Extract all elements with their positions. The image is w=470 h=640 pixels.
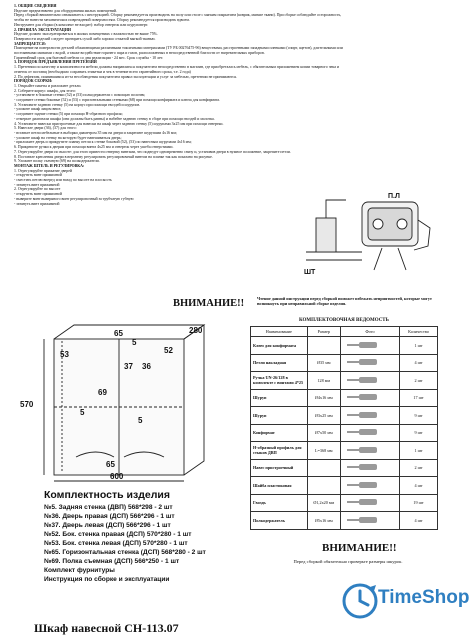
warning-heading-bottom: ВНИМАНИЕ!! (322, 542, 397, 554)
section-line: 8. Поставьте крепления двери в верхнему регулировать регулировочный винтом на планке так как показано на рисунке. (14, 154, 213, 159)
spec-item-name: Полкодержатель (251, 512, 308, 530)
section-line: 7. Отрегулируйте двери по высоте: для этого привести отвертку винтами, что подведут одновременно снизу и, установив двери в нужное положение, закрепите петли. (14, 149, 291, 154)
spec-item-name: Шайба пластиковая (251, 477, 308, 495)
section-line: - открутить винт прижимной (14, 192, 62, 197)
spec-item-photo (340, 389, 399, 407)
spec-col-qty: Количество (400, 327, 438, 337)
part-52: 52 (164, 346, 173, 355)
kit-item: №69. Полка съемная (ДСП) 566*250 - 1 шт (44, 558, 180, 565)
section-line: 2. Соберите корпус шкафа, для этого: (14, 88, 77, 93)
spec-row (251, 389, 438, 407)
spec-item-name: Конфирмат (251, 424, 308, 442)
section-heading: 1. ОБЩИЕ СВЕДЕНИЯ (14, 4, 57, 8)
spec-item-qty: 1 шт (400, 337, 438, 355)
section-line: - отмерьте диагонали шкафа (они должны быть равны) и набейте заднюю стенку в сборе при помощи гвоздей и молотка. (14, 116, 215, 121)
spec-item-name: Шуруп (251, 407, 308, 425)
kit-item: №5. Задняя стенка (ДВП) 568*298 - 2 шт (44, 504, 173, 511)
spec-row (251, 354, 438, 372)
spec-item-photo (340, 424, 399, 442)
spec-item-qty: 1 шт (400, 442, 438, 460)
section-line: - соедините задние стенки (5) при помощи Н-образного профиля; (14, 112, 123, 117)
spec-item-size (307, 337, 340, 355)
section-line: отметок от поставщ (необходимо сохранять этикетки и чек в течение всего гарантийного срока, т.е. 2 года) (14, 69, 191, 74)
section-line: - установите в боковые стенки (52) и (53) полкодержатели с помощью полочек; (14, 93, 146, 98)
part-53: 53 (60, 350, 69, 359)
spec-row (251, 372, 438, 390)
spec-item-photo (340, 494, 399, 512)
spec-item-size: Ø1,2х20 мм (307, 494, 340, 512)
spec-item-name: Гвоздь (251, 494, 308, 512)
spec-item-photo (340, 354, 399, 372)
spec-row (251, 459, 438, 477)
section-line: 6. Прикрепите ручки к дверям при помощи винта 4х25 мм и отверток через ушеба отверстиями. (14, 145, 174, 150)
hardware-photo-icon (343, 479, 393, 491)
spec-item-qty: 9 шт (400, 424, 438, 442)
spec-item-photo (340, 512, 399, 530)
hardware-photo-icon (343, 391, 393, 403)
spec-item-photo (340, 372, 399, 390)
kit-item: Комплект фурнитуры (44, 567, 115, 574)
section-line: 9. Уложите полку съемную (69) на полкодержатели. (14, 159, 100, 164)
part-69: 69 (98, 388, 107, 397)
section-line: 2. Отрегулируйте по высоте (14, 187, 61, 192)
spec-col-size: Размер (307, 327, 340, 337)
section-line: Перед сборкой внимательно ознакомьтесь с инструкцией. Сборку рекомендуется производить на полу или столе с мягким покрытием (коврик, мягкие ткани). При сборке соблюдайте осторожность, (14, 13, 342, 18)
section-line: - открутить винт прижимной (14, 173, 62, 178)
spec-item-name: Шуруп (251, 389, 308, 407)
spec-item-size (307, 459, 340, 477)
hardware-photo-icon (343, 461, 393, 473)
spec-item-qty: 19 шт (400, 494, 438, 512)
spec-item-name: Ручка UN-26/128 в комплекте с винтами 4*25 (251, 372, 308, 390)
section-line: 1. Претензии по качеству и комплектности мебели должны направляться покупателем непосредственно в магазин, где приобреталась мебель, с обязательным приложением копии товарного чека и (14, 65, 339, 70)
spec-item-qty: 2 шт (400, 459, 438, 477)
spec-col-photo: Фото (340, 327, 399, 337)
section-line: - уложите шкаф на стенку на которую будет навешиваться дверь; (14, 135, 122, 140)
spec-item-size: Ø7х50 мм (307, 424, 340, 442)
spec-item-photo (340, 407, 399, 425)
kit-item: №52. Бок. стенка правая (ДСП) 570*280 - 1 шт (44, 531, 192, 538)
spec-item-qty: 4 шт (400, 477, 438, 495)
part-65-top: 65 (114, 329, 123, 338)
spec-item-qty: 9 шт (400, 407, 438, 425)
spec-row (251, 442, 438, 460)
spec-item-size: Ø35 мм (307, 354, 340, 372)
hardware-photo-icon (343, 426, 393, 438)
section-heading: 3. ПОРЯДОК ПРЕДЪЯВЛЕНИЯ ПРЕТЕНЗИЙ (14, 60, 97, 65)
section-line: Изделие должно эксплуатироваться в жилых помещениях с влажностью не выше 75%. (14, 32, 158, 37)
spec-table (250, 326, 438, 530)
spec-item-qty: 4 шт (400, 512, 438, 530)
spec-item-size: Ø5х16 мм (307, 512, 340, 530)
spec-item-photo (340, 459, 399, 477)
spec-item-photo (340, 442, 399, 460)
spec-item-qty: 2 шт (400, 372, 438, 390)
section-line: - сместить петлю вперед или назад по высоте на плоскость (14, 178, 112, 183)
section-line: Инструмент для сборки (в комплект не входит): набор отверток или шуруповерт. (14, 22, 148, 27)
section-line: 5. Навесьте двери (36), (37) для этого: (14, 126, 77, 131)
spec-item-name: Навес пристроечный (251, 459, 308, 477)
part-65-bottom: 65 (106, 460, 115, 469)
hardware-photo-icon (343, 514, 393, 526)
section-line: чтобы не нанести механических повреждений поверхностям. Сборку рекомендуется производить вдвоем. (14, 18, 190, 23)
section-line: - затянуть винт прижимной (14, 182, 60, 187)
section-line: - выверите винт выверяного винт регулировочный за трубчатую губную (14, 196, 134, 201)
product-title: Шкаф навесной СН-113.07 (34, 621, 179, 635)
spec-item-name: Петли накладная (251, 354, 308, 372)
section-line: 4. Установите навески пристроечные для навески на шкаф через заднюю стенку (5) шурупами 3х25 мм при помощи отвертки. (14, 121, 224, 126)
section-line: - соедините стенки боковые (52) и (53) с горизонтальными стенками (68) при помощи конфирмата и ключа для конфирмата. (14, 98, 220, 103)
section-line: - приложите дверь и прикрутите планку петли к стенке боковой (52), (53) по навесным шурупами 4х16 мм; (14, 140, 192, 145)
hardware-photo-icon (343, 496, 393, 508)
dim-width: 600 (110, 472, 124, 481)
spec-row (251, 494, 438, 512)
spec-title: КОМПЛЕКТОВОЧНАЯ ВЕДОМОСТЬ (299, 318, 389, 323)
section-line: - вставьте петли мебельные в выборки диаметром 35 мм на двери и закрепите шурупами 4х16 мм; (14, 130, 177, 135)
spec-item-qty: 17 шт (400, 389, 438, 407)
spec-row (251, 424, 438, 442)
kit-item: №37. Дверь левая (ДСП) 566*296 - 1 шт (44, 522, 171, 529)
spec-item-size: Ø3х25 мм (307, 407, 340, 425)
kit-item: №65. Горизонтальная стенка (ДСП) 568*280 - 2 шт (44, 549, 206, 556)
kit-item: №53. Бок. стенка левая (ДСП) 570*280 - 1 шт (44, 540, 188, 547)
spec-item-size (307, 477, 340, 495)
spec-row (251, 477, 438, 495)
hardware-photo-icon (343, 356, 393, 368)
section-line: постоянными мягкими с водой, а также воздействие горячего пара и газов, расположенных в непосредственной близости от нагревательных приборов. (14, 51, 265, 56)
section-line: Гарантийный срок для бытовой мебели со дня реализации - 24 мес. Срок службы - 10 лет. (14, 55, 164, 60)
dim-depth: 280 (189, 326, 203, 335)
section-line: 3. Установите заднюю стенку (5) на корпус при помощи гвоздей и шурупов. (14, 102, 141, 107)
part-5-top: 5 (132, 338, 137, 347)
section-line: Поверхности изделий следует протирать сухой либо хорошо отжатой мягкой тканью. (14, 36, 156, 41)
spec-item-photo (340, 337, 399, 355)
hardware-photo-icon (343, 409, 393, 421)
spec-item-name: Н-образный профиль для стыков ДВП (251, 442, 308, 460)
instructions-text (14, 4, 434, 206)
part-5-mid: 5 (80, 408, 85, 417)
spec-item-photo (340, 477, 399, 495)
label-sht: ШТ (304, 269, 316, 276)
spec-item-name: Ключ для конфирмата (251, 337, 308, 355)
hardware-photo-icon (343, 339, 393, 351)
timeshop-logo (340, 579, 470, 629)
clock-icon (340, 581, 380, 621)
spec-item-size: 128 мм (307, 372, 340, 390)
spec-col-name: Наименование (251, 327, 308, 337)
section-line: 1. Отрегулируйте прижатие дверей (14, 168, 73, 173)
hardware-photo-icon (343, 444, 393, 456)
spec-row (251, 337, 438, 355)
part-37: 37 (124, 362, 133, 371)
kit-item: Инструкция по сборке и эксплуатации (44, 576, 170, 583)
spec-item-size: Ø4х16 мм (307, 389, 340, 407)
spec-row (251, 512, 438, 530)
brand-text: TimeShop (378, 587, 470, 608)
spec-item-size: L=368 мм (307, 442, 340, 460)
cabinet-drawing (14, 323, 214, 483)
section-line: - уложите шкаф лицом вниз; (14, 107, 62, 112)
hardware-photo-icon (343, 374, 393, 386)
spec-item-qty: 4 шт (400, 354, 438, 372)
section-line: Помещение на поверхности деталей обжигающими различными токсичными материалами (ТУ РБ 00276475-96) веществами, расстроенными западными пленками (спирт, ацетон), длительными или (14, 46, 343, 51)
part-36: 36 (142, 362, 151, 371)
dim-height: 570 (20, 400, 34, 409)
hinge-detail-drawing (302, 190, 434, 280)
label-pl: П.Л (388, 193, 400, 200)
warning-text-top: Чтение данной инструкции перед сборкой поможет избежать неприятностей, которые могут возникнуть при неправильной сборке изделия. (257, 296, 432, 306)
spec-row (251, 407, 438, 425)
part-5-right: 5 (138, 416, 143, 425)
kit-list (44, 503, 206, 584)
section-line: - затянуть винт прижимной (14, 201, 60, 206)
section-line: Изделие предназначено для оборудования жилых помещений. (14, 8, 117, 13)
warning-heading-top: ВНИМАНИЕ!! (173, 298, 245, 309)
kit-item: №36. Дверь правая (ДСП) 566*296 - 1 шт (44, 513, 175, 520)
section-heading: 2. ПРАВИЛА ЭКСПЛУАТАЦИИ (14, 27, 71, 32)
kit-title: Комплектность изделия (44, 489, 170, 501)
section-line: 2. По дефектам, появившимся из-за несоблюдения покупателем правил эксплуатации и услуг за мебелью, претензии не принимаются. (14, 74, 237, 79)
section-line: 1. Открыйте пакеты и разложите детали. (14, 83, 82, 88)
section-line: МОНТАЖ ШТЕЛЬ И РЕГУЛИРОВКА: (14, 163, 85, 168)
section-heading: ЗАПРЕЩАЕТСЯ: (14, 41, 46, 46)
section-heading: ПОРЯДОК СБОРКИ: (14, 79, 53, 84)
warning-text-bottom: Перед сборкой обязательно проверьте размеры шкурок. (293, 559, 403, 564)
